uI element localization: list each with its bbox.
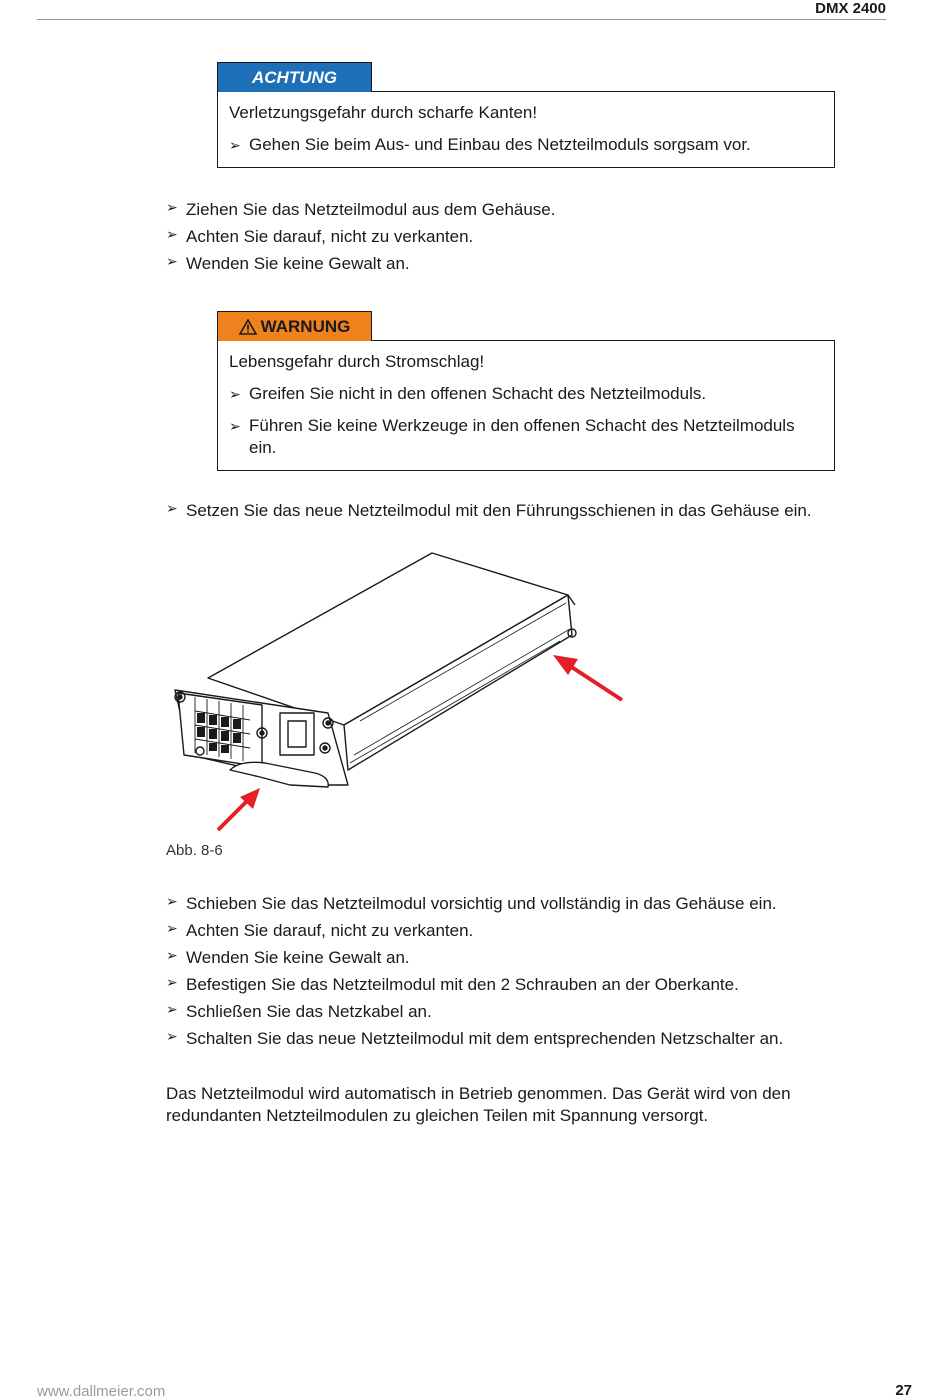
header-rule xyxy=(37,19,886,20)
notice-warnung-item: Greifen Sie nicht in den offenen Schacht des Netzteilmoduls. xyxy=(249,384,707,403)
step-text: Achten Sie darauf, nicht zu verkanten. xyxy=(186,227,474,246)
page-header-title: DMX 2400 xyxy=(815,0,886,17)
notice-achtung-box xyxy=(217,91,835,168)
step-text: Setzen Sie das neue Netzteilmodul mit den Führungsschienen in das Gehäuse ein. xyxy=(186,501,812,520)
steps-list-1 xyxy=(166,196,886,277)
list-item xyxy=(166,971,886,998)
bullet-arrow-icon: ➢ xyxy=(166,920,178,936)
list-item xyxy=(229,383,824,405)
list-item xyxy=(229,134,824,156)
bullet-arrow-icon: ➢ xyxy=(166,947,178,963)
bullet-arrow-icon: ➢ xyxy=(166,226,178,242)
bullet-arrow-icon: ➢ xyxy=(166,974,178,990)
figure-caption: Abb. 8-6 xyxy=(166,842,223,859)
step-text: Achten Sie darauf, nicht zu verkanten. xyxy=(186,921,474,940)
notice-achtung-text: Verletzungsgefahr durch scharfe Kanten! xyxy=(229,103,538,122)
bullet-arrow-icon: ➢ xyxy=(166,199,178,215)
list-item xyxy=(166,497,886,524)
list-item xyxy=(166,1025,886,1052)
bullet-arrow-icon: ➢ xyxy=(166,893,178,909)
page-number: 27 xyxy=(895,1382,912,1399)
bullet-arrow-icon: ➢ xyxy=(229,418,241,434)
step-text: Ziehen Sie das Netzteilmodul aus dem Gehäuse. xyxy=(186,200,556,219)
list-item xyxy=(166,196,886,223)
notice-warnung-text: Lebensgefahr durch Stromschlag! xyxy=(229,352,485,371)
bullet-arrow-icon: ➢ xyxy=(166,1001,178,1017)
bullet-arrow-icon: ➢ xyxy=(166,1028,178,1044)
list-item xyxy=(166,998,886,1025)
steps-list-3 xyxy=(166,890,886,1052)
warning-triangle-icon xyxy=(239,319,257,335)
list-item xyxy=(166,890,886,917)
step-text: Wenden Sie keine Gewalt an. xyxy=(186,948,410,967)
list-item xyxy=(166,944,886,971)
step-text: Schließen Sie das Netzkabel an. xyxy=(186,1002,432,1021)
step-text: Schalten Sie das neue Netzteilmodul mit dem entsprechenden Netzschalter an. xyxy=(186,1029,784,1048)
steps-list-2 xyxy=(166,497,886,524)
step-text: Wenden Sie keine Gewalt an. xyxy=(186,254,410,273)
list-item xyxy=(166,223,886,250)
list-item xyxy=(229,415,824,459)
notice-warnung-item: Führen Sie keine Werkzeuge in den offenen Schacht des Netzteilmoduls ein. xyxy=(249,416,795,457)
notice-warnung-box xyxy=(217,340,835,471)
step-text: Schieben Sie das Netzteilmodul vorsichtig und vollständig in das Gehäuse ein. xyxy=(186,894,777,913)
power-supply-module-illustration xyxy=(150,545,650,845)
notice-achtung-label: ACHTUNG xyxy=(217,62,372,92)
summary-paragraph: Das Netzteilmodul wird automatisch in Betrieb genommen. Das Gerät wird von den redundanten Netzteilmodulen zu gleichen Teilen mit Spannung versorgt. xyxy=(166,1084,791,1125)
list-item xyxy=(166,250,886,277)
bullet-arrow-icon: ➢ xyxy=(229,137,241,153)
notice-warnung-tab xyxy=(217,311,372,341)
bullet-arrow-icon: ➢ xyxy=(166,500,178,516)
bullet-arrow-icon: ➢ xyxy=(229,386,241,402)
footer-website-link[interactable]: www.dallmeier.com xyxy=(37,1383,166,1400)
step-text: Befestigen Sie das Netzteilmodul mit den 2 Schrauben an der Oberkante. xyxy=(186,975,739,994)
notice-achtung-item: Gehen Sie beim Aus- und Einbau des Netzteilmoduls sorgsam vor. xyxy=(249,135,751,154)
list-item xyxy=(166,917,886,944)
bullet-arrow-icon: ➢ xyxy=(166,253,178,269)
notice-warnung-label: WARNUNG xyxy=(260,316,351,336)
